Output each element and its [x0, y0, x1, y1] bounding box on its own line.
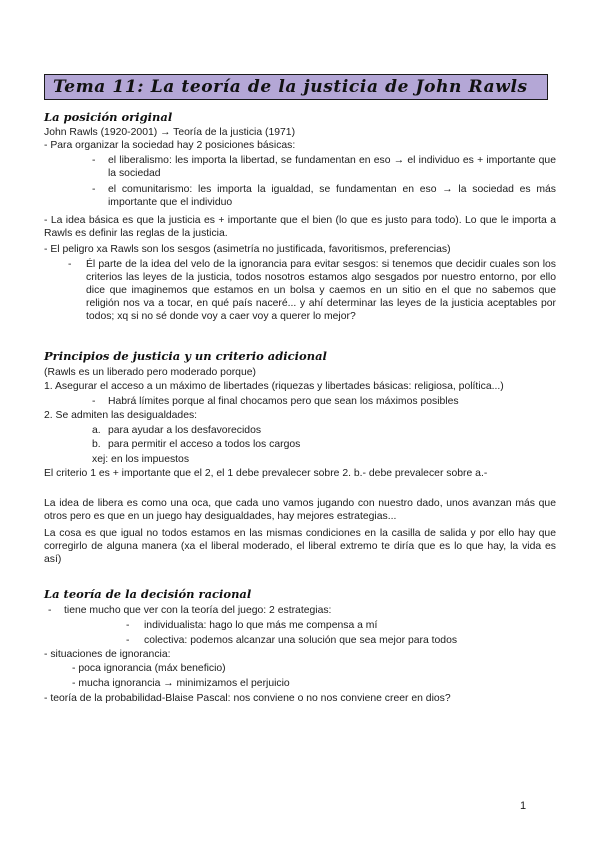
title-banner: [44, 74, 548, 100]
bullet-liberalismo: el liberalismo: les importa la libertad, se fundamentan en eso → el individuo es + importante que la sociedad: [108, 155, 556, 180]
section-heading-decision-racional: La teoría de la decisión racional: [44, 587, 252, 601]
paragraph: La cosa es que igual no todos estamos en las mismas condiciones en la casilla de salida y por ello hay que corregirlo de alguna manera (xa el liberal moderado, el liberal extremo te diría que es lo que hay, la vida es así): [44, 528, 556, 566]
text-line: - situaciones de ignorancia:: [44, 649, 171, 660]
paragraph: - La idea básica es que la justicia es + importante que el bien (lo que es justo para todo). Lo que le importa a Rawls es definir las reglas de la justicia.: [44, 215, 556, 240]
sub-bullet: Habrá límites porque al final chocamos pero que sean los máximos posibles: [108, 396, 459, 407]
text-line: 2. Se admiten las desigualdades:: [44, 410, 198, 421]
page-title: Tema 11: La teoría de la justicia de John Rawls: [53, 77, 528, 97]
bullet-dash: -: [92, 155, 96, 166]
text-line: - mucha ignorancia → minimizamos el perjuicio: [72, 678, 290, 689]
text-line: - Para organizar la sociedad hay 2 posiciones básicas:: [44, 140, 296, 151]
list-label: a.: [92, 425, 101, 436]
text-line: - El peligro xa Rawls son los sesgos (asimetría no justificada, favoritismos, preferencias): [44, 244, 451, 255]
page-number: 1: [520, 800, 527, 812]
text-line: - teoría de la probabilidad-Blaise Pascal: nos conviene o no nos conviene creer en dios?: [44, 693, 451, 704]
bullet-dash: -: [126, 620, 130, 631]
paragraph: La idea de libera es como una oca, que cada uno vamos jugando con nuestro dado, unos avanzan más que otros pero es que en un juego hay desigualdades, hay mejores estrategias...: [44, 498, 556, 523]
bullet-teoria-juego: tiene mucho que ver con la teoría del juego: 2 estrategias:: [64, 605, 332, 616]
text-line: - poca ignorancia (máx beneficio): [72, 663, 226, 674]
bullet-dash: -: [92, 396, 96, 407]
bullet-dash: -: [48, 605, 52, 616]
bullet-velo-ignorancia: Él parte de la idea del velo de la ignorancia para evitar sesgos: si tenemos que decidir cuales son los criterios las leyes de la justicia, todos nosotros estamos algo sesgados por nuestro entorno, por ello dice que imaginemos que estamos en un bolsa y caemos en un sitio en el que no sabemos que religión nos va a tocar, en qué país naceré... y ahí determinar las leyes de la justicia aceptables por todos; xq si no sé donde voy a caer voy a querer lo mejor?: [86, 259, 556, 323]
sub-bullet: colectiva: podemos alcanzar una solución que sea mejor para todos: [144, 635, 458, 646]
text-line: El criterio 1 es + importante que el 2, el 1 debe prevalecer sobre 2. b.- debe prevalecer sobre a.-: [44, 468, 488, 479]
list-item: para ayudar a los desfavorecidos: [108, 425, 262, 436]
bullet-comunitarismo: el comunitarismo: les importa la igualdad, se fundamentan en eso → la sociedad es más importante que el individuo: [108, 184, 556, 209]
list-label: b.: [92, 439, 101, 450]
bullet-dash: -: [68, 259, 72, 270]
example-line: xej: en los impuestos: [92, 454, 190, 465]
section-heading-posicion-original: La posición original: [44, 110, 173, 124]
text-line: John Rawls (1920-2001) → Teoría de la justicia (1971): [44, 127, 296, 138]
bullet-dash: -: [92, 184, 96, 195]
text-line: 1. Asegurar el acceso a un máximo de libertades (riquezas y libertades básicas: religiosa, política...): [44, 381, 504, 392]
bullet-dash: -: [126, 635, 130, 646]
text-line: (Rawls es un liberado pero moderado porque): [44, 367, 256, 378]
section-heading-principios: Principios de justicia y un criterio adicional: [44, 349, 327, 363]
sub-bullet: individualista: hago lo que más me compensa a mí: [144, 620, 378, 631]
list-item: para permitir el acceso a todos los cargos: [108, 439, 301, 450]
